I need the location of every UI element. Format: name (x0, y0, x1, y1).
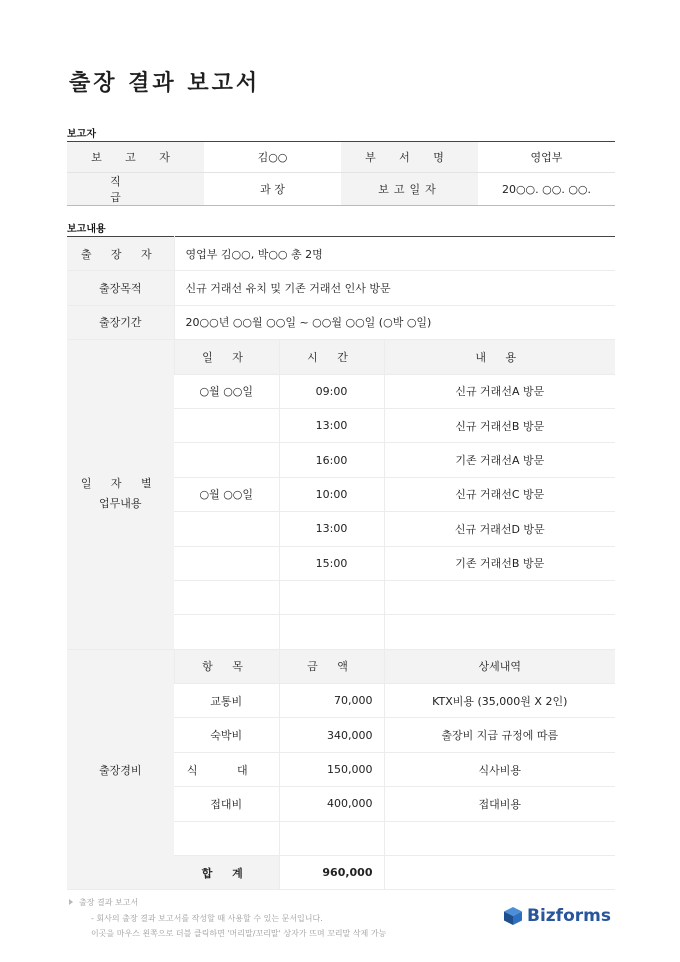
total-label: 합 계 (174, 856, 279, 890)
reporter-table (67, 141, 615, 206)
expense-header-detail: 상세내역 (384, 649, 615, 683)
expense-amount[interactable] (279, 821, 384, 855)
daily-time[interactable] (279, 580, 384, 614)
daily-date[interactable] (174, 546, 279, 580)
expense-amount[interactable]: 150,000 (279, 752, 384, 786)
daily-time[interactable]: 13:00 (279, 408, 384, 442)
daily-time[interactable] (279, 615, 384, 649)
expense-amount[interactable]: 70,000 (279, 684, 384, 718)
traveler-value[interactable]: 영업부 김○○, 박○○ 총 2명 (174, 237, 615, 271)
position-label: 직 급 (67, 173, 204, 206)
department-value[interactable]: 영업부 (530, 151, 563, 164)
daily-date[interactable] (174, 512, 279, 546)
daily-date[interactable]: ○월 ○○일 (174, 477, 279, 511)
expense-header-item: 항 목 (174, 649, 279, 683)
footer-hint: 이곳을 마우스 왼쪽으로 더블 클릭하면 '머리말/꼬리말' 상자가 뜨며 꼬리말 삭제 가능 (91, 929, 387, 938)
daily-header-content: 내 용 (384, 340, 615, 374)
document-title: 출장 결과 보고서 (69, 71, 261, 96)
daily-work-label-line1: 일 자 별 (80, 477, 160, 491)
report-content-table (67, 236, 615, 890)
expense-amount[interactable]: 340,000 (279, 718, 384, 752)
bizforms-logo (503, 906, 611, 926)
daily-date[interactable] (174, 443, 279, 477)
period-label: 출장기간 (67, 305, 174, 339)
expense-item[interactable]: 숙박비 (174, 718, 279, 752)
daily-time[interactable]: 09:00 (279, 374, 384, 408)
daily-content[interactable]: 기존 거래선A 방문 (384, 443, 615, 477)
daily-date[interactable] (174, 615, 279, 649)
daily-content[interactable]: 신규 거래선A 방문 (384, 374, 615, 408)
department-label: 부 서 명 (341, 142, 478, 173)
daily-time[interactable]: 16:00 (279, 443, 384, 477)
reporter-label: 보 고 자 (67, 142, 204, 173)
daily-content[interactable] (384, 615, 615, 649)
report-date-label: 보고일자 (341, 173, 478, 206)
bizforms-cube-icon (503, 906, 523, 926)
total-value[interactable]: 960,000 (279, 856, 384, 890)
purpose-label: 출장목적 (67, 271, 174, 305)
daily-time[interactable]: 10:00 (279, 477, 384, 511)
daily-content[interactable] (384, 580, 615, 614)
daily-date[interactable]: ○월 ○○일 (174, 374, 279, 408)
total-detail-empty (384, 856, 615, 890)
expense-detail[interactable]: 접대비용 (384, 787, 615, 821)
daily-time[interactable]: 13:00 (279, 512, 384, 546)
daily-work-label-line2: 업무내용 (98, 497, 142, 511)
expense-item[interactable]: 접대비 (174, 787, 279, 821)
reporter-section-label: 보고자 (67, 129, 96, 140)
content-section-label: 보고내용 (67, 224, 106, 235)
footer-description: - 회사의 출장 결과 보고서를 작성할 때 사용할 수 있는 문서입니다. (91, 913, 323, 923)
expense-detail[interactable]: KTX비용 (35,000원 X 2인) (384, 684, 615, 718)
purpose-value[interactable]: 신규 거래선 유치 및 기존 거래선 인사 방문 (174, 271, 615, 305)
daily-content[interactable]: 기존 거래선B 방문 (384, 546, 615, 580)
reporter-value[interactable]: 김○○ (257, 151, 288, 164)
triangle-bullet-icon (69, 899, 73, 905)
daily-header-date: 일 자 (174, 340, 279, 374)
bizforms-brand-text: Bizforms (527, 906, 611, 926)
daily-work-label (67, 340, 174, 650)
report-date-value[interactable]: 20○○. ○○. ○○. (478, 173, 615, 206)
expenses-label: 출장경비 (67, 649, 174, 890)
expense-detail[interactable]: 출장비 지급 규정에 따름 (384, 718, 615, 752)
traveler-label: 출 장 자 (67, 237, 174, 271)
daily-content[interactable]: 신규 거래선B 방문 (384, 408, 615, 442)
position-value[interactable]: 과 장 (204, 173, 341, 206)
expense-amount[interactable]: 400,000 (279, 787, 384, 821)
daily-date[interactable] (174, 408, 279, 442)
expense-item[interactable] (174, 821, 279, 855)
daily-content[interactable]: 신규 거래선D 방문 (384, 512, 615, 546)
expense-detail[interactable] (384, 821, 615, 855)
footer-title: 출장 결과 보고서 (79, 898, 139, 907)
expense-item[interactable]: 식 대 (174, 752, 279, 786)
daily-content[interactable]: 신규 거래선C 방문 (384, 477, 615, 511)
daily-header-time: 시 간 (279, 340, 384, 374)
daily-time[interactable]: 15:00 (279, 546, 384, 580)
daily-date[interactable] (174, 580, 279, 614)
expense-header-amount: 금 액 (279, 649, 384, 683)
expense-item[interactable]: 교통비 (174, 684, 279, 718)
footer[interactable] (69, 895, 386, 942)
period-value[interactable]: 20○○년 ○○월 ○○일 ~ ○○월 ○○일 (○박 ○일) (174, 305, 615, 339)
expense-detail[interactable]: 식사비용 (384, 752, 615, 786)
